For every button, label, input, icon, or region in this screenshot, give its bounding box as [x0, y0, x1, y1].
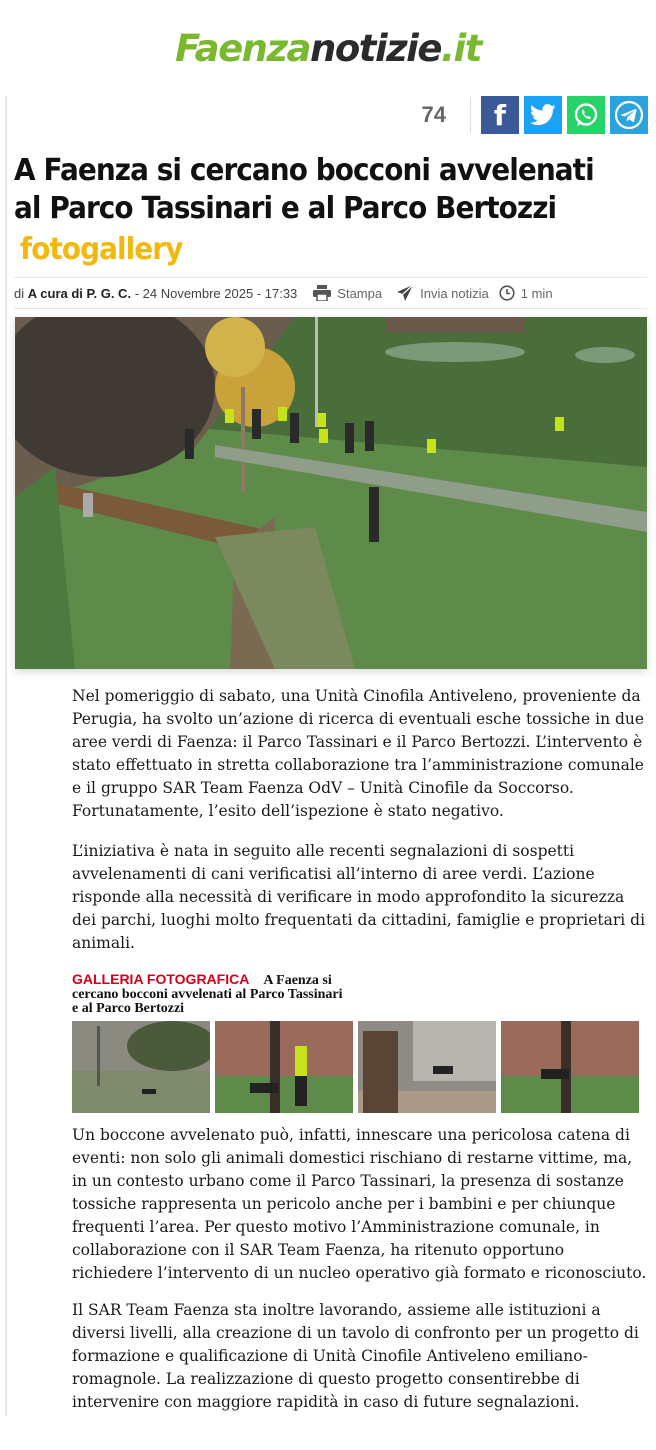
- clock-icon: [499, 285, 515, 301]
- fotogallery-tag[interactable]: fotogallery: [20, 232, 183, 267]
- paragraph-4: Il SAR Team Faenza sta inoltre lavorando, assieme alle istituzioni a diversi livelli, alla creazione di un tavolo di confronto per un progetto di formazione e qualificazione di Unità Cinofile Antiveleno emiliano-romagnole. La realizzazione di questo progetto consentirebbe di intervenire con maggiore rapidità in caso di future segnalazioni.: [72, 1301, 639, 1411]
- paragraph-3: Un boccone avvelenato può, infatti, innescare una pericolosa catena di eventi: non solo gli animali domestici rischiano di restarne vittime, ma, in un contesto urbano come il Parco Tassinari, la presenza di sostanze tossiche rappresenta un pericolo anche per i bambini e per chiunque frequenti l’area. Per questo motivo l’Amministrazione comunale, in collaborazione con il SAR Team Faenza, ha ritenuto opportuno richiedere l’intervento di un nucleo operativo già formato e riconosciuto.: [72, 1126, 647, 1282]
- read-time-label: 1 min: [520, 285, 553, 301]
- byline-prefix: di: [14, 285, 25, 301]
- send-news-label: Invia notizia: [420, 285, 489, 301]
- twitter-icon: [530, 104, 556, 126]
- read-time: [499, 285, 553, 301]
- whatsapp-share-button[interactable]: [567, 96, 605, 134]
- printer-icon: [313, 285, 331, 301]
- author: A cura di P. G. C.: [27, 285, 132, 301]
- gallery-thumbnails: [72, 1021, 644, 1113]
- share-divider: [470, 97, 471, 133]
- thumbnail-image: [72, 1021, 210, 1113]
- gallery-title: A Faenza si cercano bocconi avvelenati al Parco Tassinari e al Parco Bertozzi: [72, 973, 343, 1016]
- left-border: [5, 96, 7, 1416]
- logo-part-faenza: Faenza: [175, 26, 311, 70]
- twitter-share-button[interactable]: [524, 96, 562, 134]
- publish-date: - 24 Novembre 2025 - 17:33: [134, 285, 298, 301]
- thumbnail-image: [358, 1021, 496, 1113]
- paragraph-1: Nel pomeriggio di sabato, una Unità Cinofila Antiveleno, proveniente da Perugia, ha svolto un’azione di ricerca di eventuali esche tossiche in due aree verdi di Faenza: il Parco Tassinari e il Parco Bertozzi. L’intervento è stato effettuato in stretta collaborazione tra l’amministrazione comunale e il gruppo SAR Team Faenza OdV – Unità Cinofile da Soccorso. Fortunatamente, l’esito dell’ispezione è stato negativo.: [72, 687, 645, 820]
- hero-photo[interactable]: [15, 317, 647, 669]
- facebook-share-button[interactable]: [481, 96, 519, 134]
- article-meta: [14, 277, 647, 309]
- site-header: [0, 0, 656, 96]
- park-search-photo: [15, 317, 647, 669]
- gallery-thumbnail[interactable]: [501, 1021, 639, 1113]
- paragraph-2: L’iniziativa è nata in seguito alle recenti segnalazioni di sospetti avvelenamenti di cani verificatisi all’interno di aree verdi. L’azione risponde alla necessità di verificare in modo approfondito la sicurezza dei parchi, luoghi molto frequentati da cittadini, famiglie e proprietari di animali.: [72, 842, 646, 952]
- share-bar: [422, 96, 648, 134]
- paper-plane-icon: [396, 284, 414, 302]
- gallery-thumbnail[interactable]: [215, 1021, 353, 1113]
- whatsapp-icon: [572, 101, 600, 129]
- gallery-header[interactable]: [72, 972, 352, 1016]
- print-label: Stampa: [337, 285, 383, 301]
- logo-part-tld: .it: [440, 26, 481, 70]
- gallery-thumbnail[interactable]: [72, 1021, 210, 1113]
- send-news-button[interactable]: [396, 284, 489, 302]
- thumbnail-image: [215, 1021, 353, 1113]
- site-logo[interactable]: [175, 27, 481, 70]
- print-button[interactable]: [313, 285, 382, 301]
- facebook-icon: f: [493, 98, 507, 132]
- telegram-share-button[interactable]: [610, 96, 648, 134]
- gallery-label: GALLERIA FOTOGRAFICA: [72, 971, 250, 987]
- logo-part-notizie: notizie: [310, 26, 441, 70]
- share-count: 74: [421, 102, 446, 127]
- gallery-thumbnail[interactable]: [358, 1021, 496, 1113]
- article-title: A Faenza si cercano bocconi avvelenati al Parco Tassinari e al Parco Bertozzi: [14, 153, 594, 226]
- thumbnail-image: [501, 1021, 639, 1113]
- telegram-icon: [614, 100, 644, 130]
